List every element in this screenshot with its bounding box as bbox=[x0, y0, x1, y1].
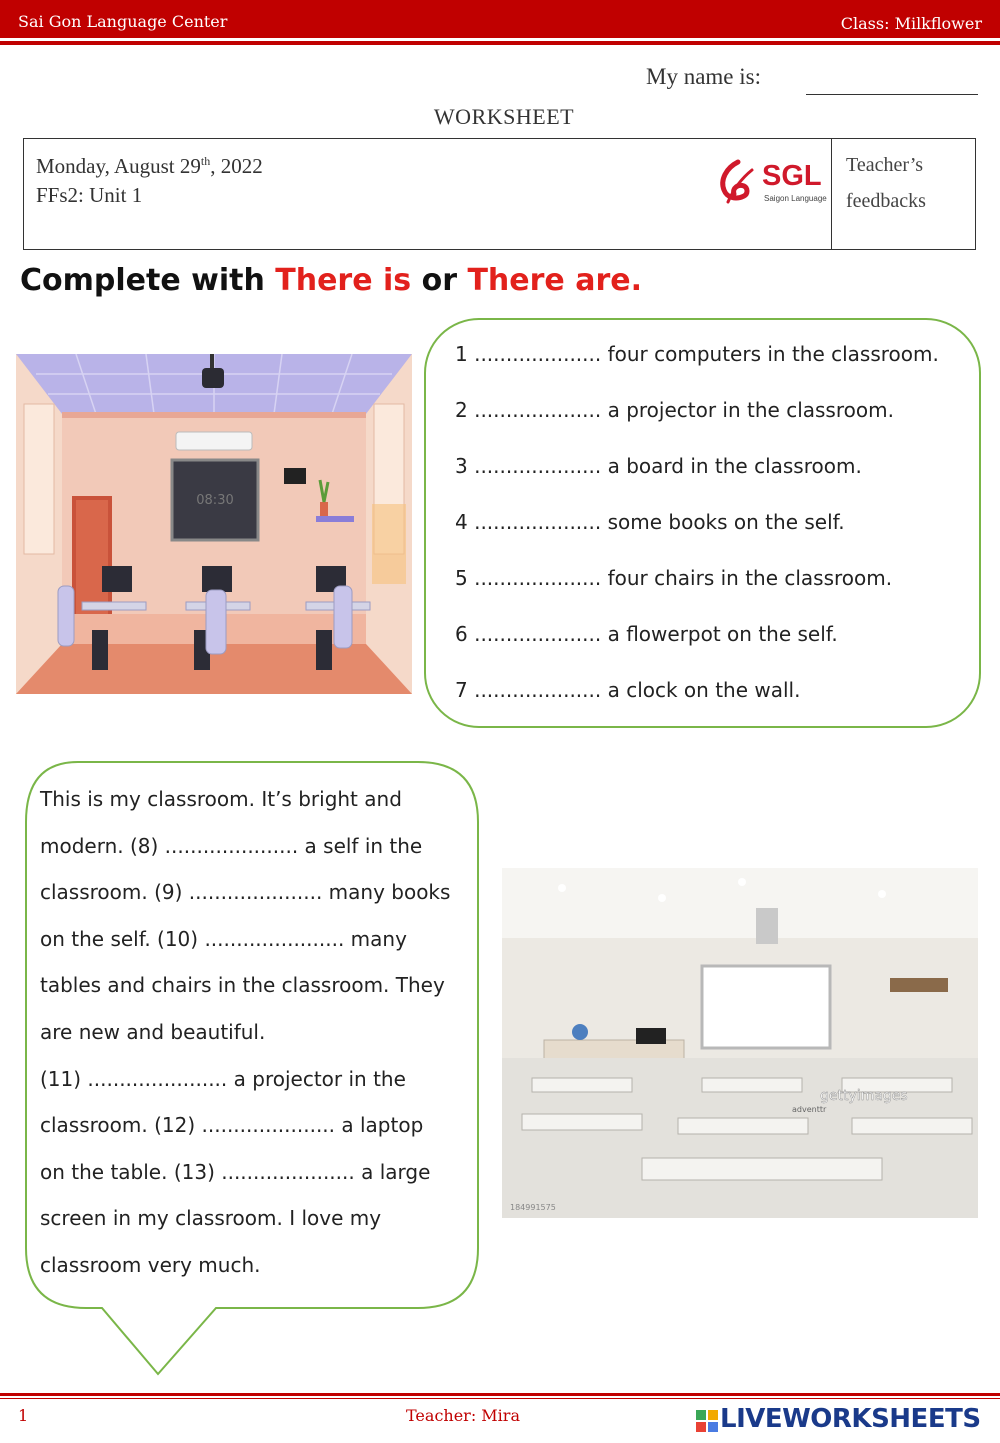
classroom-illustration bbox=[16, 354, 412, 694]
instruction-there-is: There is bbox=[275, 263, 412, 298]
photo-id: 184991575 bbox=[510, 1203, 556, 1212]
story-line-9[interactable]: on the table. (13) ..................... a large bbox=[40, 1159, 431, 1184]
exercise-item-6[interactable]: 6 .................... a flowerpot on the self. bbox=[455, 622, 838, 646]
feedback-label-line1: Teacher’s bbox=[846, 154, 924, 176]
date-prefix: Monday, August 29 bbox=[36, 154, 201, 178]
story-line-5: tables and chairs in the classroom. They bbox=[40, 973, 445, 998]
feedback-label-line2: feedbacks bbox=[846, 190, 926, 212]
story-line-6: are new and beautiful. bbox=[40, 1019, 266, 1044]
liveworksheets-logo-icon bbox=[696, 1410, 718, 1434]
instruction-part2: or bbox=[411, 263, 468, 298]
story-line-8[interactable]: classroom. (12) ..................... a laptop bbox=[40, 1113, 424, 1138]
story-line-7[interactable]: (11) ...................... a projector in the bbox=[40, 1066, 406, 1091]
header-rule bbox=[0, 41, 1000, 45]
footer-rule-thin bbox=[0, 1398, 1000, 1399]
page-number: 1 bbox=[18, 1406, 29, 1425]
lesson-date bbox=[36, 154, 263, 179]
instruction-part1: Complete with bbox=[20, 263, 276, 298]
exercise-item-4[interactable]: 4 .................... some books on the self. bbox=[455, 510, 845, 534]
date-suffix: th bbox=[200, 154, 211, 168]
story-line-3[interactable]: classroom. (9) ..................... many books bbox=[40, 880, 451, 905]
exercise-item-7[interactable]: 7 .................... a clock on the wall. bbox=[455, 678, 801, 702]
exercise-item-2[interactable]: 2 .................... a projector in the classroom. bbox=[455, 398, 894, 422]
name-prompt: My name is: bbox=[646, 64, 761, 89]
story-paragraph bbox=[40, 776, 480, 1289]
teacher-name: Teacher: Mira bbox=[406, 1406, 520, 1425]
story-line-2[interactable]: modern. (8) ..................... a self in the bbox=[40, 833, 423, 858]
exercise-item-1[interactable]: 1 .................... four computers in the classroom. bbox=[455, 342, 939, 366]
story-line-4[interactable]: on the self. (10) ...................... many bbox=[40, 926, 407, 951]
instruction-heading bbox=[20, 263, 642, 298]
photo-credit: adventtr bbox=[792, 1105, 827, 1114]
unit-label: FFs2: Unit 1 bbox=[36, 183, 143, 207]
story-line-1: This is my classroom. It’s bright and bbox=[40, 787, 402, 811]
center-name: Sai Gon Language Center bbox=[18, 12, 228, 31]
liveworksheets-brand[interactable]: LIVEWORKSHEETS bbox=[720, 1404, 981, 1434]
footer-rule bbox=[0, 1393, 1000, 1396]
story-line-10: screen in my classroom. I love my bbox=[40, 1206, 382, 1231]
photo-watermark: gettyimages bbox=[820, 1088, 908, 1104]
name-blank[interactable] bbox=[806, 94, 978, 95]
classroom-photo bbox=[502, 868, 978, 1218]
story-line-11: classroom very much. bbox=[40, 1252, 261, 1277]
date-year: , 2022 bbox=[210, 154, 263, 178]
logo-text: SGL bbox=[762, 160, 822, 192]
exercise-item-3[interactable]: 3 .................... a board in the classroom. bbox=[455, 454, 862, 478]
class-label: Class: Milkflower bbox=[840, 14, 982, 33]
svg-text:08:30: 08:30 bbox=[196, 493, 234, 508]
logo-subtitle: Saigon Language bbox=[764, 194, 827, 203]
worksheet-title: WORKSHEET bbox=[433, 104, 575, 129]
instruction-there-are: There are. bbox=[467, 263, 643, 298]
exercise-item-5[interactable]: 5 .................... four chairs in the classroom. bbox=[455, 566, 893, 590]
info-divider bbox=[831, 138, 832, 250]
